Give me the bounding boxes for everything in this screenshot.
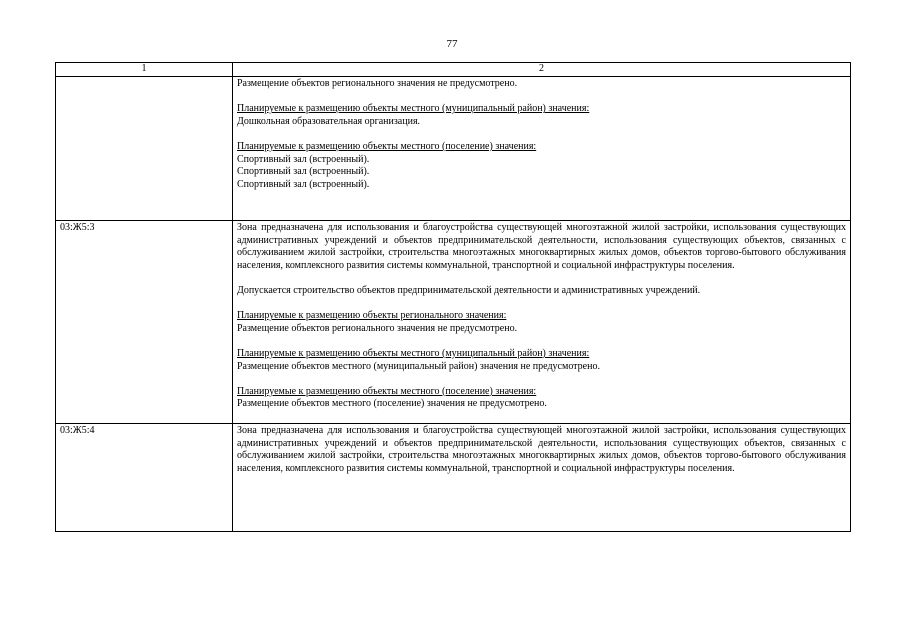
- block-heading: Планируемые к размещению объекты местного (поселение) значения:: [237, 385, 537, 397]
- text-line: Спортивный зал (встроенный).: [237, 178, 370, 190]
- text-line: Размещение объектов местного (поселение) значения не предусмотрено.: [237, 398, 547, 410]
- column-header-1: 1: [56, 63, 233, 77]
- text-line: Размещение объектов регионального значения не предусмотрено.: [237, 322, 518, 334]
- paragraph: Допускается строительство объектов предпринимательской деятельности и административных учреждений.: [237, 284, 701, 296]
- page-number: 77: [446, 38, 458, 50]
- text-block: [237, 386, 846, 411]
- table-row: [56, 77, 851, 221]
- text-line: Размещение объектов регионального значения не предусмотрено.: [237, 78, 518, 89]
- zone-description-cell: [233, 423, 851, 531]
- text-block: [237, 285, 846, 298]
- text-block: [237, 78, 846, 91]
- text-block: [237, 222, 846, 272]
- paragraph: Зона предназначена для использования и благоустройства существующей многоэтажной жилой застройки, использования существующих административных учреждений и объектов предпринимательской деятельности, использования существующих объектов, связанных с обслуживанием жилой застройки, строительства многоэтажных многоквартирных жилых домов, объектов торгово-бытового обслуживания населения, комплексного развития системы коммунальной, транспортной и социальной инфраструктуры поселения.: [237, 424, 846, 474]
- table-row: [56, 221, 851, 424]
- text-line: Спортивный зал (встроенный).: [237, 153, 370, 165]
- text-line: Дошкольная образовательная организация.: [237, 115, 421, 127]
- block-heading: Планируемые к размещению объекты местного (муниципальный район) значения:: [237, 103, 590, 115]
- text-block: [237, 425, 846, 475]
- column-header-2: 2: [233, 63, 851, 77]
- block-heading: Планируемые к размещению объекты регионального значения:: [237, 310, 507, 322]
- block-heading: Планируемые к размещению объекты местного (поселение) значения:: [237, 140, 537, 152]
- text-block: [237, 103, 846, 128]
- paragraph: Зона предназначена для использования и благоустройства существующей многоэтажной жилой застройки, использования существующих административных учреждений и объектов предпринимательской деятельности, использования существующих объектов, связанных с обслуживанием жилой застройки, строительства многоэтажных многоквартирных жилых домов, объектов торгово-бытового обслуживания населения, комплексного развития системы коммунальной, транспортной и социальной инфраструктуры поселения.: [237, 222, 846, 271]
- table-row: [56, 423, 851, 531]
- text-block: [237, 141, 846, 191]
- text-line: Размещение объектов местного (муниципальный район) значения не предусмотрено.: [237, 360, 600, 372]
- zone-code-cell: [56, 77, 233, 221]
- table-header-row: [56, 63, 851, 77]
- text-block: [237, 348, 846, 373]
- zone-code-cell: 03:Ж5:3: [56, 221, 233, 424]
- zones-table: [55, 62, 851, 532]
- zone-description-cell: [233, 221, 851, 424]
- text-block: [237, 310, 846, 335]
- zone-code-cell: 03:Ж5:4: [56, 423, 233, 531]
- zone-description-cell: [233, 77, 851, 221]
- text-line: Спортивный зал (встроенный).: [237, 166, 370, 178]
- block-heading: Планируемые к размещению объекты местного (муниципальный район) значения:: [237, 347, 590, 359]
